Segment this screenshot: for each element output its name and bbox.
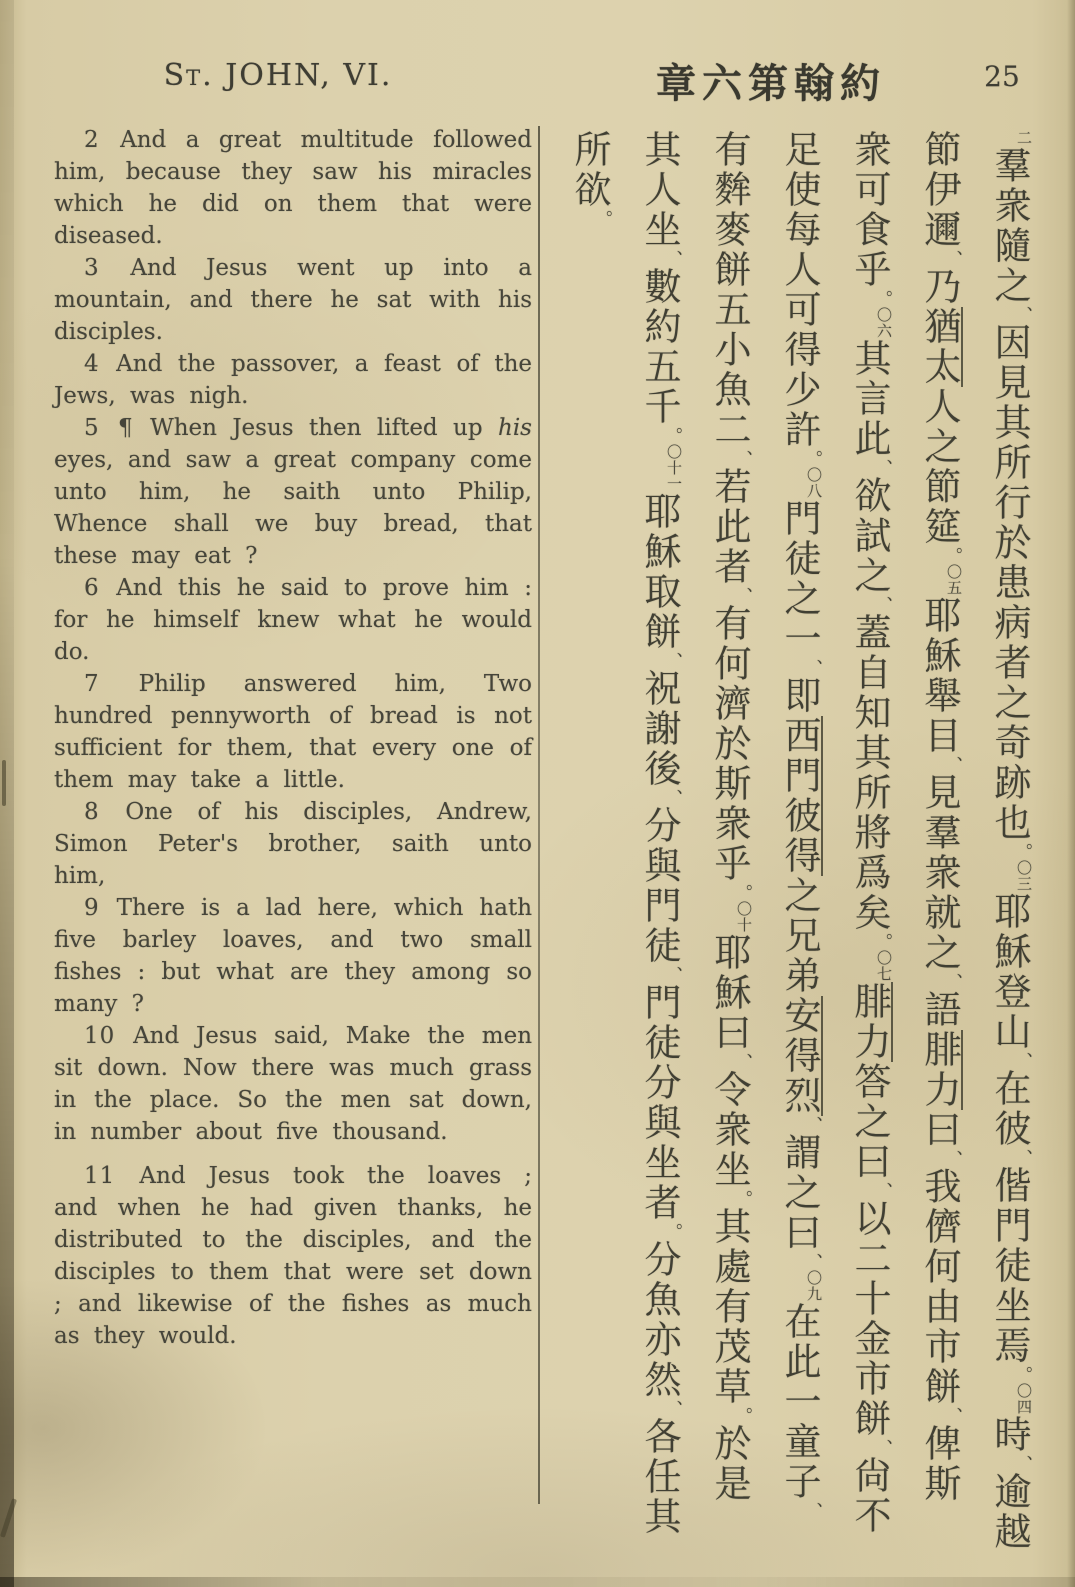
page-number: 25 [984,60,1020,93]
verse-number: 9 [84,895,117,921]
cjk-punctuation: 。 [872,933,892,950]
verse-number-marker: 〇九 [805,1270,823,1302]
cjk-punctuation: 。 [732,1407,752,1424]
english-text-column [54,124,532,1352]
cjk-column-1: 二羣衆隨之、因見其所行於患病者之奇跡也。〇三耶穌登山、在彼、偕門徒坐焉。〇四時、逾越 [988,130,1033,1552]
cjk-punctuation: 、 [942,1150,962,1167]
verse-paragraph: 6 And this he said to prove him : for he himself knew what he would do. [54,575,532,665]
verse-number-marker: 〇三 [1015,860,1033,892]
cjk-punctuation: 、 [942,250,962,267]
cjk-punctuation: 。 [662,427,682,444]
verse-number-marker: 〇七 [875,950,893,982]
running-head-chinese: 章六第翰約 [656,60,886,107]
chinese-text-panel [552,130,1044,1562]
verse-number: 10 [84,1023,134,1049]
cjk-punctuation: 、 [942,973,962,990]
running-head-english: St. JOHN, VI. [163,58,393,93]
scan-artifact-mark [2,760,6,806]
verse-number: 4 [84,351,117,377]
cjk-punctuation: 、 [662,789,682,806]
verse-number-marker: 〇八 [805,467,823,499]
verse-number: 2 [84,127,121,153]
cjk-punctuation: 、 [802,1502,822,1519]
cjk-column-4: 足使每人可得少許。〇八門徒之一、即西門彼得之兄弟安得烈、謂之曰、〇九在此一童子、 [778,130,823,1519]
cjk-punctuation: 。 [802,450,822,467]
verse-paragraph: 3 And Jesus went up into a mountain, and there he sat with his disciples. [54,255,532,345]
cjk-column-2: 節伊邇、乃猶太人之節筵。〇五耶穌舉目、見羣衆就之、語腓力曰、我儕何由市餅、俾斯 [918,130,963,1504]
proper-name-mark: 猶太 [918,307,961,387]
verse-number-marker: 二 [1015,130,1033,146]
cjk-column-7: 所欲。 [568,130,612,227]
cjk-punctuation: 。 [592,210,612,227]
cjk-punctuation: 、 [1012,1455,1032,1472]
cjk-column-6: 其人坐、數約五千。〇十一耶穌取餅、祝謝後、分與門徒、門徒分與坐者。分魚亦然、各任其 [638,130,683,1537]
scan-edge-bottom-shadow [0,1577,1075,1587]
verse-number-marker: 〇五 [945,564,963,596]
cjk-punctuation: 。 [732,884,752,901]
verse-number: 8 [84,799,126,825]
cjk-punctuation: 、 [872,596,892,613]
verse-number-marker: 〇六 [875,307,893,339]
cjk-punctuation: 、 [662,250,682,267]
cjk-punctuation: 、 [732,1053,752,1070]
cjk-punctuation: 、 [1012,306,1032,323]
verse-paragraph: 7 Philip answered him, Two hundred pennyworth of bread is not sufficient for them, that every one of them may take a little. [54,671,532,793]
verse-number-marker: 〇十一 [665,444,683,492]
verse-paragraph: 11 And Jesus took the loaves ; and when he had given thanks, he distributed to the disciples, and the disciples to them that were set down ; and likewise of the fishes as much as they would. [54,1163,532,1349]
cjk-punctuation: 、 [872,1439,892,1456]
column-divider-rule [538,126,540,1504]
proper-name-mark: 腓力 [848,982,891,1062]
cjk-punctuation: 、 [872,459,892,476]
verse-number: 6 [84,575,117,601]
verse-number: 11 [84,1163,140,1189]
cjk-punctuation: 。 [1012,843,1032,860]
verse-number-marker: 〇十 [735,901,753,933]
cjk-punctuation: 、 [802,659,822,676]
cjk-punctuation: 。 [872,290,892,307]
cjk-punctuation: 、 [1012,1149,1032,1166]
verse-number-marker: 〇四 [1015,1383,1033,1415]
cjk-punctuation: 、 [802,1253,822,1270]
cjk-punctuation: 、 [662,1400,682,1417]
proper-name-mark: 腓力 [918,1030,961,1110]
cjk-punctuation: 、 [732,587,752,604]
cjk-punctuation: 、 [662,966,682,983]
scan-edge-right-shadow [1067,0,1075,1587]
proper-name-mark: 安得烈 [778,996,821,1116]
cjk-punctuation: 。 [942,547,962,564]
cjk-punctuation: 、 [872,1182,892,1199]
cjk-punctuation: 。 [662,1223,682,1240]
cjk-punctuation: 、 [942,1407,962,1424]
verse-number: 3 [84,255,131,281]
italic-word: his [498,415,532,441]
cjk-punctuation: 、 [942,756,962,773]
cjk-punctuation: 、 [662,652,682,669]
cjk-column-3: 衆可食乎。〇六其言此、欲試之、蓋自知其所將爲矣。〇七腓力答之曰、以二十金市餅、尙不 [848,130,893,1536]
cjk-punctuation: 、 [1012,1052,1032,1069]
cjk-punctuation: 。 [1012,1366,1032,1383]
cjk-punctuation: 、 [802,1116,822,1133]
pilcrow-mark: ¶ [118,415,149,441]
cjk-punctuation: 、 [732,450,752,467]
verse-number: 7 [84,671,139,697]
proper-name-mark: 西門彼得 [778,716,821,876]
verse-paragraph: 8 One of his disciples, Andrew, Simon Peter's brother, saith unto him, [54,799,532,889]
verse-paragraph: 10 And Jesus said, Make the men sit down. Now there was much grass in the place. So the men sat down, in number about five thousand. [54,1023,533,1145]
verse-paragraph: 5 ¶ When Jesus then lifted up his eyes, and saw a great company come unto him, he saith unto Philip, Whence shall we buy bread, that these may eat ? [54,415,532,569]
cjk-column-5: 有麰麥餅五小魚二、若此者、有何濟於斯衆乎。〇十耶穌曰、令衆坐。其處有茂草。於是 [708,130,753,1504]
verse-paragraph: 2 And a great multitude followed him, because they saw his miracles which he did on them that were diseased. [54,127,533,249]
verse-number: 5 [84,415,117,441]
verse-paragraph: 4 And the passover, a feast of the Jews, was nigh. [54,351,532,409]
cjk-punctuation: 。 [732,1190,752,1207]
verse-paragraph: 9 There is a lad here, which hath five barley loaves, and two small fishes : but what are they among so many ? [54,895,533,1017]
